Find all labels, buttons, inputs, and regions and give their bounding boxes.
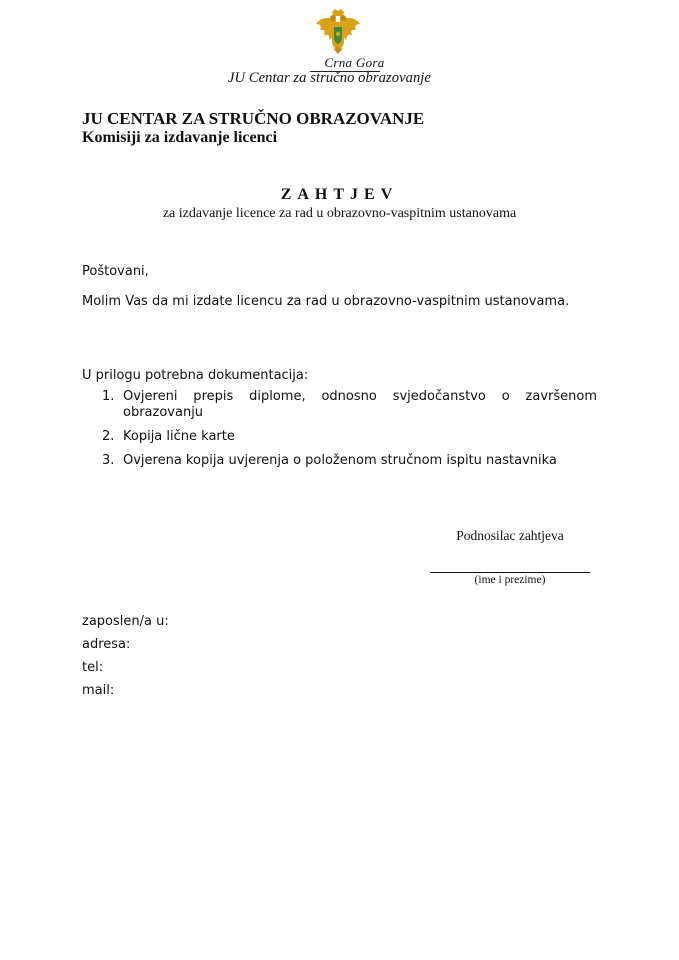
document-title: ZAHTJEV [280, 186, 399, 203]
coat-of-arms-icon [314, 8, 362, 54]
signature-line[interactable] [430, 572, 590, 573]
signature-caption: (ime i prezime) [474, 574, 546, 586]
addressee-organization: JU CENTAR ZA STRUČNO OBRAZOVANJE [82, 109, 425, 128]
list-item [82, 453, 597, 469]
address-field: adresa: [82, 637, 131, 652]
addressee-commission: Komisiji za izdavanje licenci [82, 129, 278, 146]
phone-field: tel: [82, 660, 104, 675]
list-item [82, 389, 597, 421]
request-paragraph: Molim Vas da mi izdate licencu za rad u obrazovno-vaspitnim ustanovama. [82, 294, 570, 309]
mail-field: mail: [82, 683, 115, 698]
organization-script-name: JU Centar za stručno obrazovanje [228, 70, 431, 86]
signature-label: Podnosilac zahtjeva [456, 528, 564, 543]
country-name: Crna Gora [324, 55, 385, 70]
list-item-text: Kopija lične karte [123, 429, 235, 444]
document-subtitle: za izdavanje licence za rad u obrazovno-vaspitnim ustanovama [162, 206, 517, 221]
list-item-text: Ovjerena kopija uvjerenja o položenom stručnom ispitu nastavnika [123, 453, 557, 468]
list-item-number: 1. [102, 389, 115, 404]
employed-at-field: zaposlen/a u: [82, 614, 169, 629]
attachments-intro: U prilogu potrebna dokumentacija: [82, 368, 309, 383]
list-item-number: 3. [102, 453, 115, 468]
list-item [82, 429, 597, 445]
list-item-number: 2. [102, 429, 115, 444]
list-item-text: Ovjereni prepis diplome, odnosno svjedočanstvo o završenom obrazovanju [123, 389, 597, 420]
attachments-list [82, 389, 597, 477]
greeting: Poštovani, [82, 264, 149, 279]
